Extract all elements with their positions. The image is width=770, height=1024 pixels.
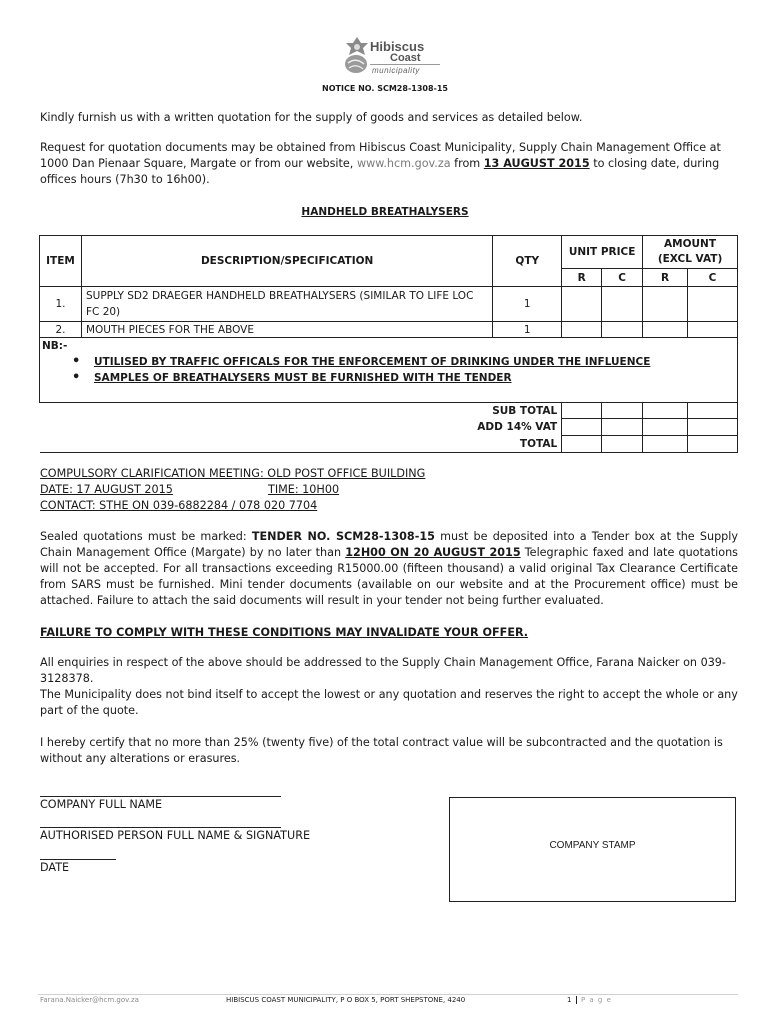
meeting-line <box>40 466 738 482</box>
meeting-contact <box>40 498 738 514</box>
hibiscus-flower-icon <box>342 33 372 77</box>
total-amount-r[interactable] <box>643 436 688 453</box>
row-amount-r[interactable] <box>643 322 688 338</box>
date-label: DATE <box>40 861 70 874</box>
subtotal-amount-r[interactable] <box>643 403 688 419</box>
meeting-time: TIME: 10H00 <box>268 483 340 496</box>
total-r[interactable] <box>562 436 602 453</box>
logo-name-line2: Coast <box>390 52 421 64</box>
meeting-text: COMPULSORY CLARIFICATION MEETING: OLD POST OFFICE BUILDING <box>40 467 426 480</box>
vat-amount-r[interactable] <box>643 419 688 436</box>
row-unit-c[interactable] <box>602 287 643 322</box>
subtotal-label: SUB TOTAL <box>40 403 562 419</box>
row-amount-c[interactable] <box>688 287 738 322</box>
sealed-text-1: Sealed quotations must be marked: <box>40 530 247 543</box>
sealed-text-2: must be deposited into a Tender box at the Supply Chain Management Office (Margate) by no later than <box>40 530 739 559</box>
request-text-1: Request for quotation documents may be obtained from Hibiscus Coast Municipality, Supply Chain Management Office at 1000 Dan Pienaar Square, Margate or from our website, <box>40 141 721 170</box>
municipality-logo <box>342 33 442 79</box>
failure-text: FAILURE TO COMPLY WITH THESE CONDITIONS MAY INVALIDATE YOUR OFFER. <box>40 626 529 639</box>
row-qty: 1 <box>493 322 562 338</box>
meeting-date: DATE: 17 AUGUST 2015 <box>40 483 173 496</box>
header-amount: AMOUNT (EXCL VAT) <box>643 236 738 269</box>
subtotal-amount-c[interactable] <box>688 403 738 419</box>
subtotal-row <box>40 403 738 419</box>
header-item: ITEM <box>40 236 82 287</box>
table-header-row <box>40 236 738 269</box>
enquiries-paragraph: All enquiries in respect of the above should be addressed to the Supply Chain Management Office, Farana Naicker on 039-3128378. <box>40 656 726 685</box>
vat-label: ADD 14% VAT <box>40 419 562 436</box>
header-amount-c: C <box>688 269 738 287</box>
row-amount-r[interactable] <box>643 287 688 322</box>
document-heading <box>0 206 770 218</box>
row-description: MOUTH PIECES FOR THE ABOVE <box>81 322 492 338</box>
row-item: 2. <box>40 322 82 338</box>
logo-rule <box>370 64 440 65</box>
subtotal-r[interactable] <box>562 403 602 419</box>
sealed-text-3: Telegraphic faxed and late quotations will not be accepted. For all transactions exceeding R15000.00 (fifteen thousand) a valid original Tax Clearance Certificate from SARS must be furnished. Mini tender documents (available on our website and at the Procurement office) must be attached. Failure to attach the said documents will result in your tender not being further evaluated. <box>40 546 739 607</box>
request-date: 13 AUGUST 2015 <box>483 157 590 170</box>
footer-page <box>567 996 612 1004</box>
footer-address: HIBISCUS COAST MUNICIPALITY, P O BOX 5, PORT SHEPSTONE, 4240 <box>226 996 466 1004</box>
total-row <box>40 436 738 453</box>
vat-r[interactable] <box>562 419 602 436</box>
row-unit-r[interactable] <box>562 322 602 338</box>
company-stamp-label: COMPANY STAMP <box>549 840 636 851</box>
header-description: DESCRIPTION/SPECIFICATION <box>81 236 492 287</box>
nb-item-traffic: • UTILISED BY TRAFFIC OFFICALS FOR THE ENFORCEMENT OF DRINKING UNDER THE INFLUENCE <box>72 354 735 370</box>
request-text-2: from <box>454 157 481 170</box>
request-paragraph <box>40 140 738 188</box>
company-name-label: COMPANY FULL NAME <box>40 798 163 811</box>
logo-name-line3: municipality <box>372 66 420 75</box>
total-label: TOTAL <box>40 436 562 453</box>
row-unit-r[interactable] <box>562 287 602 322</box>
row-unit-c[interactable] <box>602 322 643 338</box>
page-number: 1 <box>567 996 572 1004</box>
failure-notice <box>40 625 738 641</box>
certify-paragraph: I hereby certify that no more than 25% (twenty five) of the total contract value will be subcontracted and the quotation is without any alterations or erasures. <box>40 736 723 765</box>
sealed-tender-no: TENDER NO. SCM28-1308-15 <box>251 530 435 543</box>
intro-paragraph: Kindly furnish us with a written quotation for the supply of goods and services as detailed below. <box>40 111 583 124</box>
header-unit-price: UNIT PRICE <box>562 236 643 269</box>
authorised-person-label: AUTHORISED PERSON FULL NAME & SIGNATURE <box>40 829 311 842</box>
request-text-3: to closing date, during offices hours (7h30 to 16h00). <box>40 157 720 186</box>
page-word: P a g e <box>580 996 612 1004</box>
row-qty: 1 <box>493 287 562 322</box>
row-item: 1. <box>40 287 82 322</box>
total-amount-c[interactable] <box>688 436 738 453</box>
page-separator <box>576 996 577 1004</box>
sealed-deadline: 12H00 ON 20 AUGUST 2015 <box>345 546 521 559</box>
logo-name-line1: Hibiscus <box>370 39 425 54</box>
heading-text: HANDHELD BREATHALYSERS <box>301 206 469 218</box>
nb-cell <box>40 338 738 403</box>
notice-number: NOTICE NO. SCM28-1308-15 <box>322 84 448 93</box>
vat-c[interactable] <box>602 419 643 436</box>
nb-label: NB:- <box>42 340 68 352</box>
vat-row <box>40 419 738 436</box>
nb-item-samples: • SAMPLES OF BREATHALYSERS MUST BE FURNISHED WITH THE TENDER <box>72 370 735 386</box>
row-amount-c[interactable] <box>688 322 738 338</box>
row-description: SUPPLY SD2 DRAEGER HANDHELD BREATHALYSERS (SIMILAR TO LIFE LOC FC 20) <box>81 287 492 322</box>
header-unit-c: C <box>602 269 643 287</box>
bind-paragraph: The Municipality does not bind itself to accept the lowest or any quotation and reserves the right to accept the whole or any part of the quote. <box>40 688 738 717</box>
total-c[interactable] <box>602 436 643 453</box>
header-amount-r: R <box>643 269 688 287</box>
footer-divider <box>38 994 738 995</box>
sealed-paragraph <box>40 529 738 609</box>
header-qty: QTY <box>493 236 562 287</box>
company-stamp-box[interactable] <box>449 797 736 902</box>
contact-text: CONTACT: STHE ON 039-6882284 / 078 020 7704 <box>40 499 318 512</box>
vat-amount-c[interactable] <box>688 419 738 436</box>
nb-list <box>72 354 735 386</box>
meeting-datetime <box>40 482 738 498</box>
website-link[interactable]: www.hcm.gov.za <box>356 157 451 170</box>
quotation-table <box>39 235 738 453</box>
header-unit-r: R <box>562 269 602 287</box>
nb-row <box>40 338 738 403</box>
table-row <box>40 322 738 338</box>
table-row <box>40 287 738 322</box>
footer-email: Farana.Naicker@hcm.gov.za <box>40 996 139 1004</box>
subtotal-c[interactable] <box>602 403 643 419</box>
